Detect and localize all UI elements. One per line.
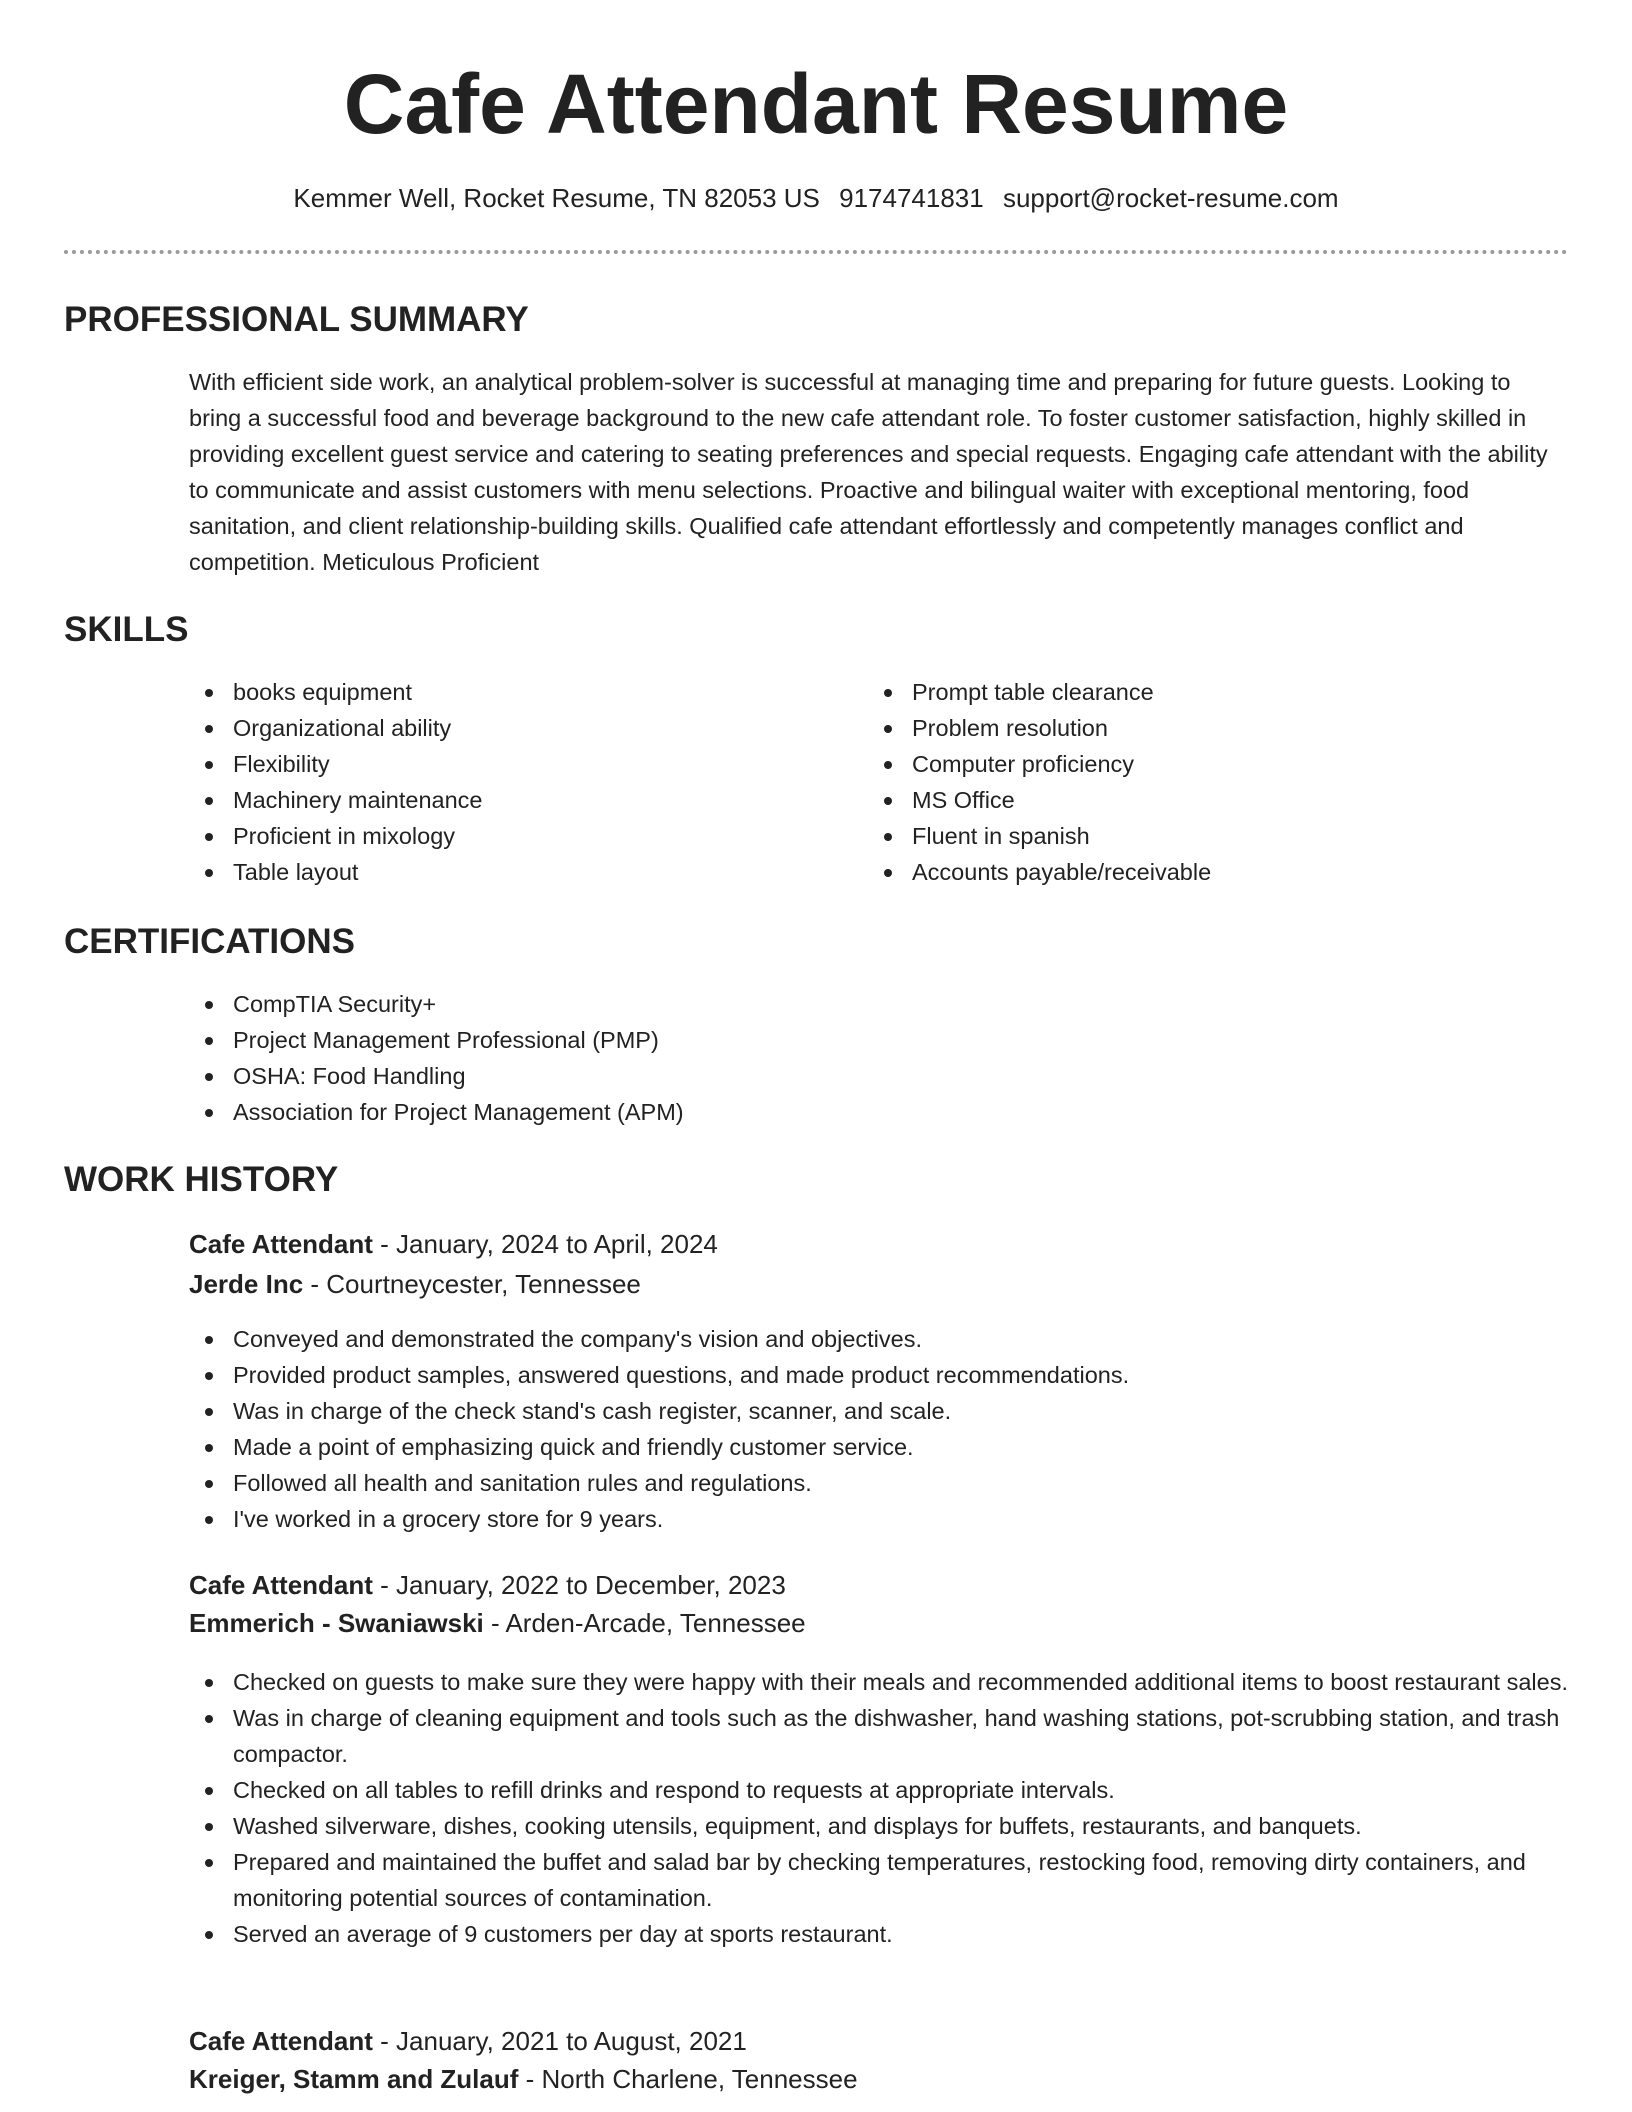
job-bullet: Conveyed and demonstrated the company's vision and objectives. xyxy=(189,1321,1569,1357)
skill-item: Prompt table clearance xyxy=(868,674,1548,710)
contact-line xyxy=(0,180,1632,216)
job-company: Emmerich - Swaniawski xyxy=(189,1608,484,1638)
job-title: Cafe Attendant xyxy=(189,1229,373,1259)
job-title: Cafe Attendant xyxy=(189,2026,373,2056)
skill-item: Fluent in spanish xyxy=(868,818,1548,854)
certification-item: CompTIA Security+ xyxy=(189,986,1489,1022)
job-location: - Courtneycester, Tennessee xyxy=(303,1269,641,1299)
job-bullet: Was in charge of cleaning equipment and tools such as the dishwasher, hand washing stations, pot-scrubbing station, and trash compactor. xyxy=(189,1700,1569,1772)
job-dates: - January, 2021 to August, 2021 xyxy=(372,2026,747,2056)
skills-heading: SKILLS xyxy=(64,610,189,649)
work-history-heading: WORK HISTORY xyxy=(64,1160,339,1199)
contact-address: Kemmer Well, Rocket Resume, TN 82053 US xyxy=(293,183,820,213)
job-title-line xyxy=(189,1566,786,1604)
job-bullet: Provided product samples, answered questions, and made product recommendations. xyxy=(189,1357,1569,1393)
job-title: Cafe Attendant xyxy=(189,1570,373,1600)
job-company: Jerde Inc xyxy=(189,1269,304,1299)
summary-text: With efficient side work, an analytical problem-solver is successful at managing time and preparing for future guests. Looking to bring a successful food and beverage background to the new cafe attendant role. To foster customer satisfaction, highly skilled in providing excellent guest service and catering to seating preferences and special requests. Engaging cafe attendant with the ability to communicate and assist customers with menu selections. Proactive and bilingual waiter with exceptional mentoring, food sanitation, and client relationship-building skills. Qualified cafe attendant effortlessly and competently manages conflict and competition. Meticulous Proficient xyxy=(189,369,1548,575)
skill-item: Organizational ability xyxy=(189,710,829,746)
job-bullet: Served an average of 9 customers per day at sports restaurant. xyxy=(189,1916,1569,1952)
contact-phone: 9174741831 xyxy=(839,183,984,213)
job-title-line xyxy=(189,1225,718,1263)
certification-item: Project Management Professional (PMP) xyxy=(189,1022,1489,1058)
job-company-line xyxy=(189,1265,641,1303)
job-bullet: Checked on guests to make sure they were happy with their meals and recommended additional items to boost restaurant sales. xyxy=(189,1664,1569,1700)
certifications-heading: CERTIFICATIONS xyxy=(64,922,356,961)
job-bullet: Washed silverware, dishes, cooking utensils, equipment, and displays for buffets, restaurants, and banquets. xyxy=(189,1808,1569,1844)
job-company-line xyxy=(189,2060,858,2098)
job-bullet: Checked on all tables to refill drinks and respond to requests at appropriate intervals. xyxy=(189,1772,1569,1808)
job-location: - North Charlene, Tennessee xyxy=(518,2064,858,2094)
job-bullet: Made a point of emphasizing quick and friendly customer service. xyxy=(189,1429,1569,1465)
skill-item: MS Office xyxy=(868,782,1548,818)
job-bullet: Followed all health and sanitation rules and regulations. xyxy=(189,1465,1569,1501)
skills-list-left xyxy=(189,674,829,890)
job-title-line xyxy=(189,2022,747,2060)
job-bullet: Was in charge of the check stand's cash register, scanner, and scale. xyxy=(189,1393,1569,1429)
skill-item: Computer proficiency xyxy=(868,746,1548,782)
job-dates: - January, 2022 to December, 2023 xyxy=(372,1570,786,1600)
job-bullets xyxy=(189,1321,1569,1537)
certification-item: Association for Project Management (APM) xyxy=(189,1094,1489,1130)
header-divider xyxy=(64,250,1568,254)
resume-title: Cafe Attendant Resume xyxy=(343,57,1289,151)
certification-item: OSHA: Food Handling xyxy=(189,1058,1489,1094)
job-location: - Arden-Arcade, Tennessee xyxy=(483,1608,806,1638)
skill-item: Accounts payable/receivable xyxy=(868,854,1548,890)
skill-item: Machinery maintenance xyxy=(189,782,829,818)
job-bullet: I've worked in a grocery store for 9 years. xyxy=(189,1501,1569,1537)
job-company: Kreiger, Stamm and Zulauf xyxy=(189,2064,519,2094)
skills-list-right xyxy=(868,674,1548,890)
skill-item: Table layout xyxy=(189,854,829,890)
summary-heading: PROFESSIONAL SUMMARY xyxy=(64,300,529,339)
skill-item: Flexibility xyxy=(189,746,829,782)
job-company-line xyxy=(189,1604,806,1642)
skill-item: Problem resolution xyxy=(868,710,1548,746)
job-bullet: Prepared and maintained the buffet and salad bar by checking temperatures, restocking food, removing dirty containers, and monitoring potential sources of contamination. xyxy=(189,1844,1569,1916)
job-dates: - January, 2024 to April, 2024 xyxy=(372,1229,718,1259)
skill-item: Proficient in mixology xyxy=(189,818,829,854)
skill-item: books equipment xyxy=(189,674,829,710)
certifications-list xyxy=(189,986,1489,1130)
contact-email: support@rocket-resume.com xyxy=(1002,183,1339,213)
job-bullets xyxy=(189,1664,1569,1952)
